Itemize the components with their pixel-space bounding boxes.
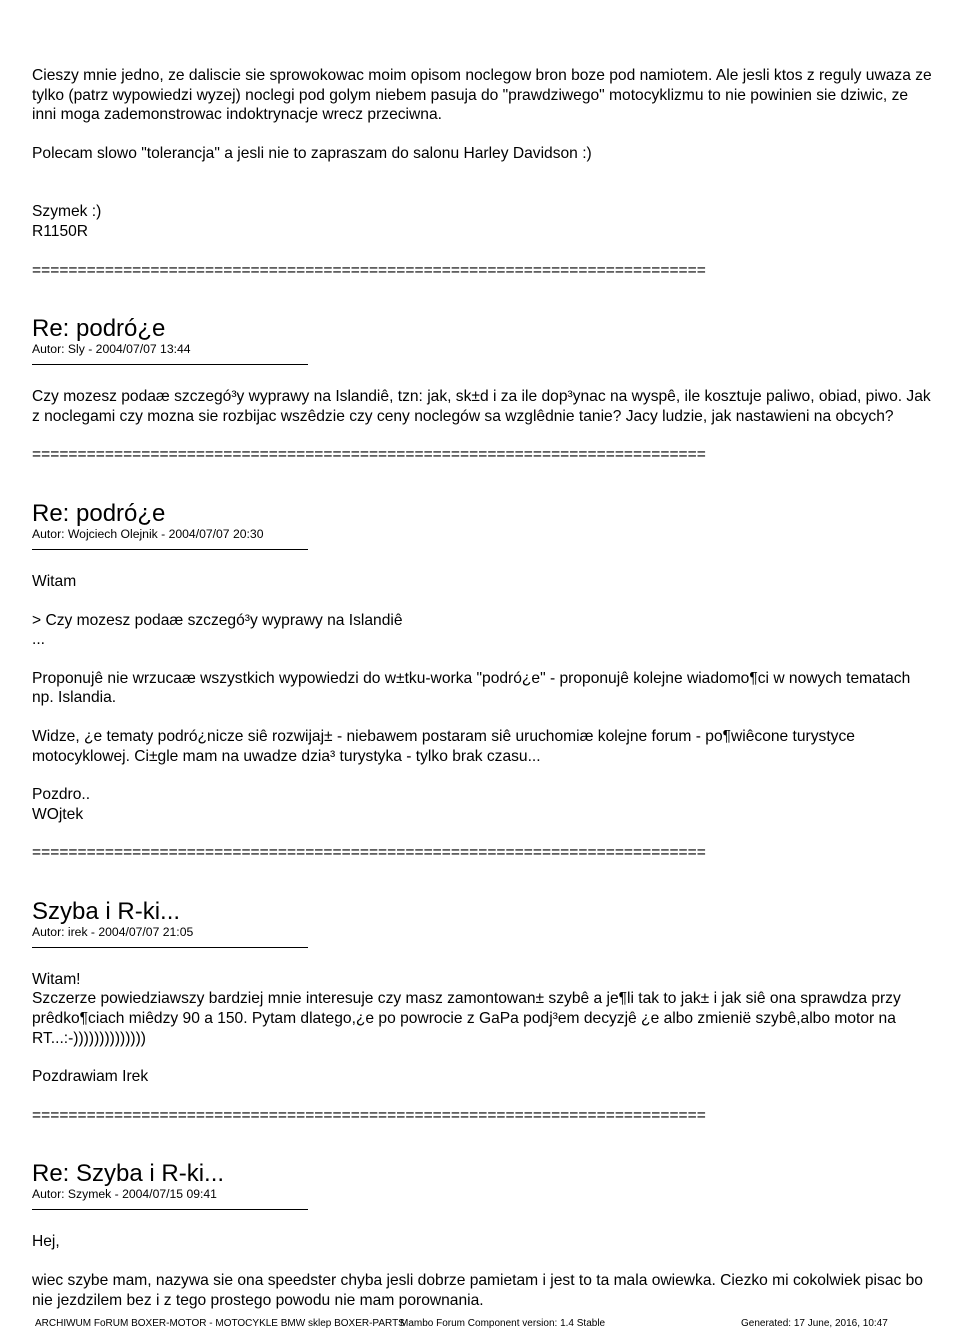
post-signature: WOjtek	[32, 805, 84, 823]
divider	[32, 1209, 308, 1210]
post-closing: Pozdrawiam Irek	[32, 1068, 149, 1086]
post-body: Proponujê nie wrzucaæ wszystkich wypowiedzi do w±tku-worka "podró¿e" - proponujê kolejne wiadomo¶ci w nowych tematach np. Islandia.	[32, 669, 911, 707]
separator-line: ==========================================================================	[32, 844, 706, 862]
document-content	[32, 66, 932, 1310]
post-author-line: Autor: Wojciech Olejnik - 2004/07/07 20:30	[32, 526, 264, 541]
post-greeting: Witam!	[32, 970, 81, 988]
post-title: Re: Szyba i R-ki...	[32, 1160, 225, 1188]
divider	[32, 364, 308, 365]
signature-line: Szymek :)	[32, 203, 102, 221]
post-body: wiec szybe mam, nazywa sie ona speedster chyba jesli dobrze pamietam i jest to ta mala owiewka. Ciezko mi cokolwiek pisac bo nie jezdzilem bez i z tego prostego powodu nie mam porownania.	[32, 1272, 923, 1309]
post-body: Widze, ¿e tematy podró¿nicze siê rozwijaj± - niebawem postaram siê uruchomiæ kolejne forum - po¶wiêcone turystyce motocyklowej. Ci±gle mam na uwadze dzia³ turystyka - tylko brak czasu...	[32, 727, 855, 765]
forum-post	[32, 1161, 932, 1310]
footer-generated: Generated: 17 June, 2016, 10:47	[741, 1318, 888, 1329]
post-quote: ...	[32, 631, 45, 649]
separator-line: ==========================================================================	[32, 1106, 706, 1124]
post-greeting: Hej,	[32, 1233, 60, 1251]
signature-line: R1150R	[32, 222, 89, 240]
post-title: Re: podró¿e	[32, 315, 166, 343]
forum-post	[32, 501, 932, 824]
post-title: Szyba i R-ki...	[32, 897, 181, 925]
post-body: Szczerze powiedziawszy bardziej mnie interesuje czy masz zamontowan± szybê a je¶li tak to jak± i jak siê ona sprawdza przy prêdko¶ciach miêdzy 90 a 150. Pytam dlatego,¿e po powrocie z GaPa podj³em decyzjê ¿e albo zmienië szybê,albo motor na RT...:-))))))))))))))	[32, 990, 901, 1047]
divider	[32, 947, 308, 948]
separator-line: ==========================================================================	[32, 446, 706, 464]
post-author-line: Autor: Sly - 2004/07/07 13:44	[32, 342, 191, 357]
post-author-line: Autor: Szymek - 2004/07/15 09:41	[32, 1187, 217, 1202]
separator-line: ==========================================================================	[32, 261, 706, 279]
intro-paragraph: Cieszy mnie jedno, ze daliscie sie sprowokowac moim opisom noclegow bron boze pod namiotem. Ale jesli ktos z reguly uwaza ze tylko (patrz wypowiedzi wyzej) noclegi pod golym niebem pasuja do "prawdziwego" motocyklizmu to nie powinien sie dziwic, ze inni moga zademonstrowac indoktrynacje wrecz przeciwna.	[32, 67, 932, 124]
intro-paragraph: Polecam slowo "tolerancja" a jesli nie to zapraszam do salonu Harley Davidson :)	[32, 144, 592, 162]
forum-post	[32, 899, 932, 1087]
post-closing: Pozdro..	[32, 786, 91, 804]
footer-version: Mambo Forum Component version: 1.4 Stable	[400, 1318, 606, 1329]
footer-site-name: ARCHIWUM FoRUM BOXER-MOTOR - MOTOCYKLE BMW sklep BOXER-PARTS	[35, 1318, 405, 1329]
post-quote: > Czy mozesz podaæ szczegó³y wyprawy na Islandiê	[32, 611, 403, 629]
forum-post	[32, 316, 932, 426]
post-title: Re: podró¿e	[32, 499, 166, 527]
post-author-line: Autor: irek - 2004/07/07 21:05	[32, 924, 194, 939]
divider	[32, 549, 308, 550]
post-greeting: Witam	[32, 572, 77, 590]
post-body: Czy mozesz podaæ szczegó³y wyprawy na Islandiê, tzn: jak, sk±d i za ile dop³ynac na wyspê, ile kosztuje paliwo, obiad, piwo. Jak z noclegami czy mozna sie rozbijac wszêdzie czy ceny noclegów sa wzglêdnie tanie? Jacy ludzie, jak nastawieni na obcych?	[32, 388, 931, 425]
